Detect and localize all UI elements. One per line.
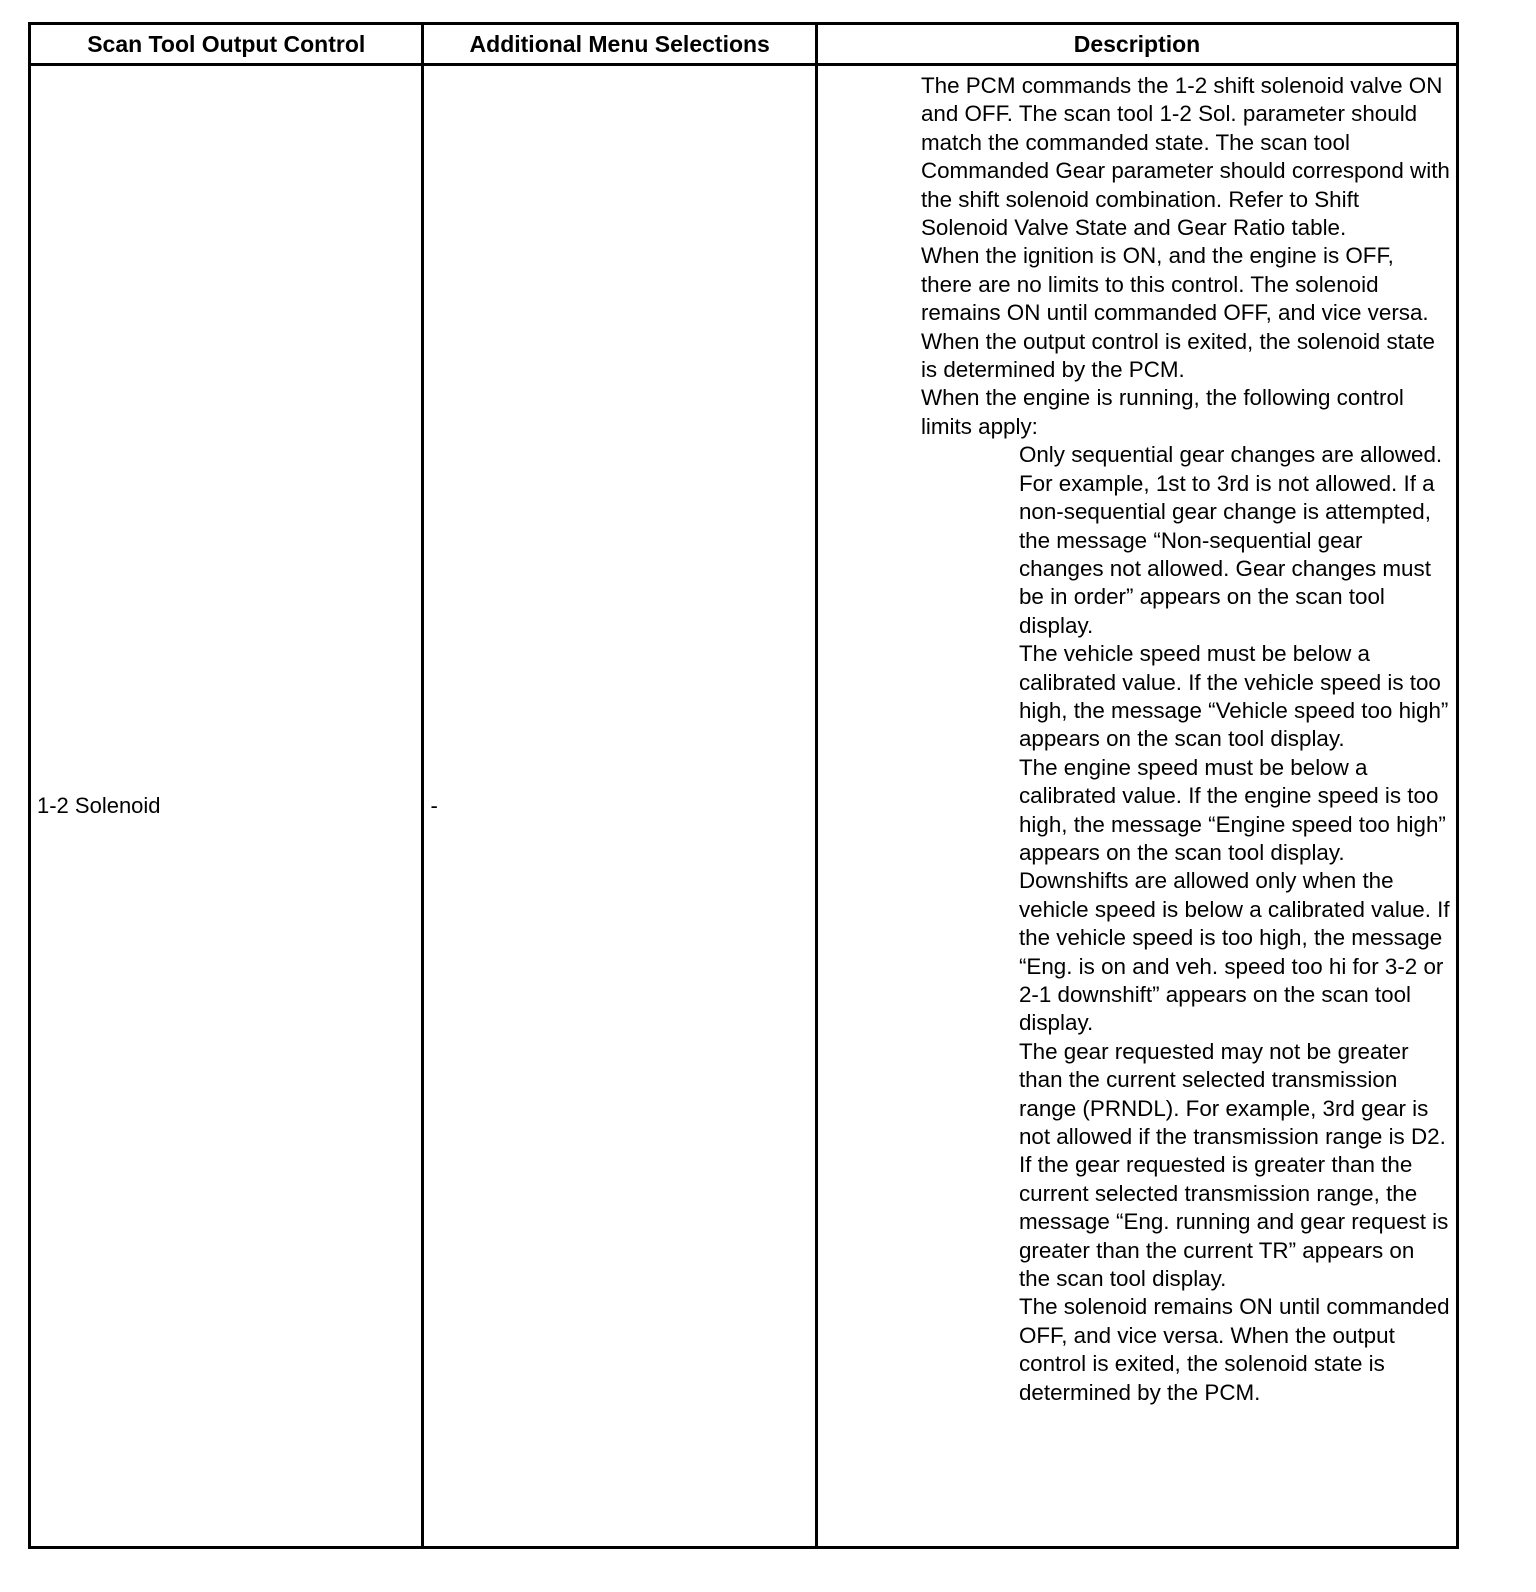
control-limits-list	[921, 441, 1450, 1407]
description-text	[921, 72, 1450, 1407]
cell-description	[816, 65, 1457, 1548]
control-limit-item: The solenoid remains ON until commanded OFF, and vice versa. When the output control is exited, the solenoid state is determined by the PCM.	[1018, 1294, 1450, 1405]
control-limit-item: Downshifts are allowed only when the vehicle speed is below a calibrated value. If the vehicle speed is too high, the message “Eng. is on and veh. speed too hi for 3-2 or 2-1 downshift” appears on the scan tool display.	[1018, 868, 1450, 1036]
output-control-table	[28, 22, 1459, 1549]
control-limit-item: The gear requested may not be greater than the current selected transmission range (PRNDL). For example, 3rd gear is not allowed if the transmission range is D2. If the gear requested is greater than the current selected transmission range, the message “Eng. running and gear request is greater than the current TR” appears on the scan tool display.	[1018, 1038, 1449, 1292]
cell-menu-selection: -	[423, 65, 816, 1548]
description-paragraph: When the engine is running, the following control limits apply:	[920, 385, 1404, 439]
control-limit-item: The vehicle speed must be below a calibrated value. If the vehicle speed is too high, the message “Vehicle speed too high” appears on the scan tool display.	[1018, 641, 1449, 752]
header-description: Description	[816, 24, 1457, 65]
description-paragraph: The PCM commands the 1-2 shift solenoid valve ON and OFF. The scan tool 1-2 Sol. parameter should match the commanded state. The scan tool Commanded Gear parameter should correspond with the shift solenoid combination. Refer to Shift Solenoid Valve State and Gear Ratio table.	[920, 73, 1450, 241]
header-scan-tool-output-control: Scan Tool Output Control	[30, 24, 423, 65]
table-header-row	[30, 24, 1458, 65]
description-paragraph: When the ignition is ON, and the engine is OFF, there are no limits to this control. The solenoid remains ON until commanded OFF, and vice versa. When the output control is exited, the solenoid state is determined by the PCM.	[920, 243, 1435, 383]
header-additional-menu-selections: Additional Menu Selections	[423, 24, 816, 65]
table-row	[30, 65, 1458, 1548]
control-limit-item: The engine speed must be below a calibrated value. If the engine speed is too high, the message “Engine speed too high” appears on the scan tool display.	[1018, 754, 1446, 865]
cell-output-control: 1-2 Solenoid	[30, 65, 423, 1548]
control-limit-item: Only sequential gear changes are allowed. For example, 1st to 3rd is not allowed. If a non-sequential gear change is attempted, the message “Non-sequential gear changes not allowed. Gear changes must be in order” appears on the scan tool display.	[1018, 442, 1443, 638]
